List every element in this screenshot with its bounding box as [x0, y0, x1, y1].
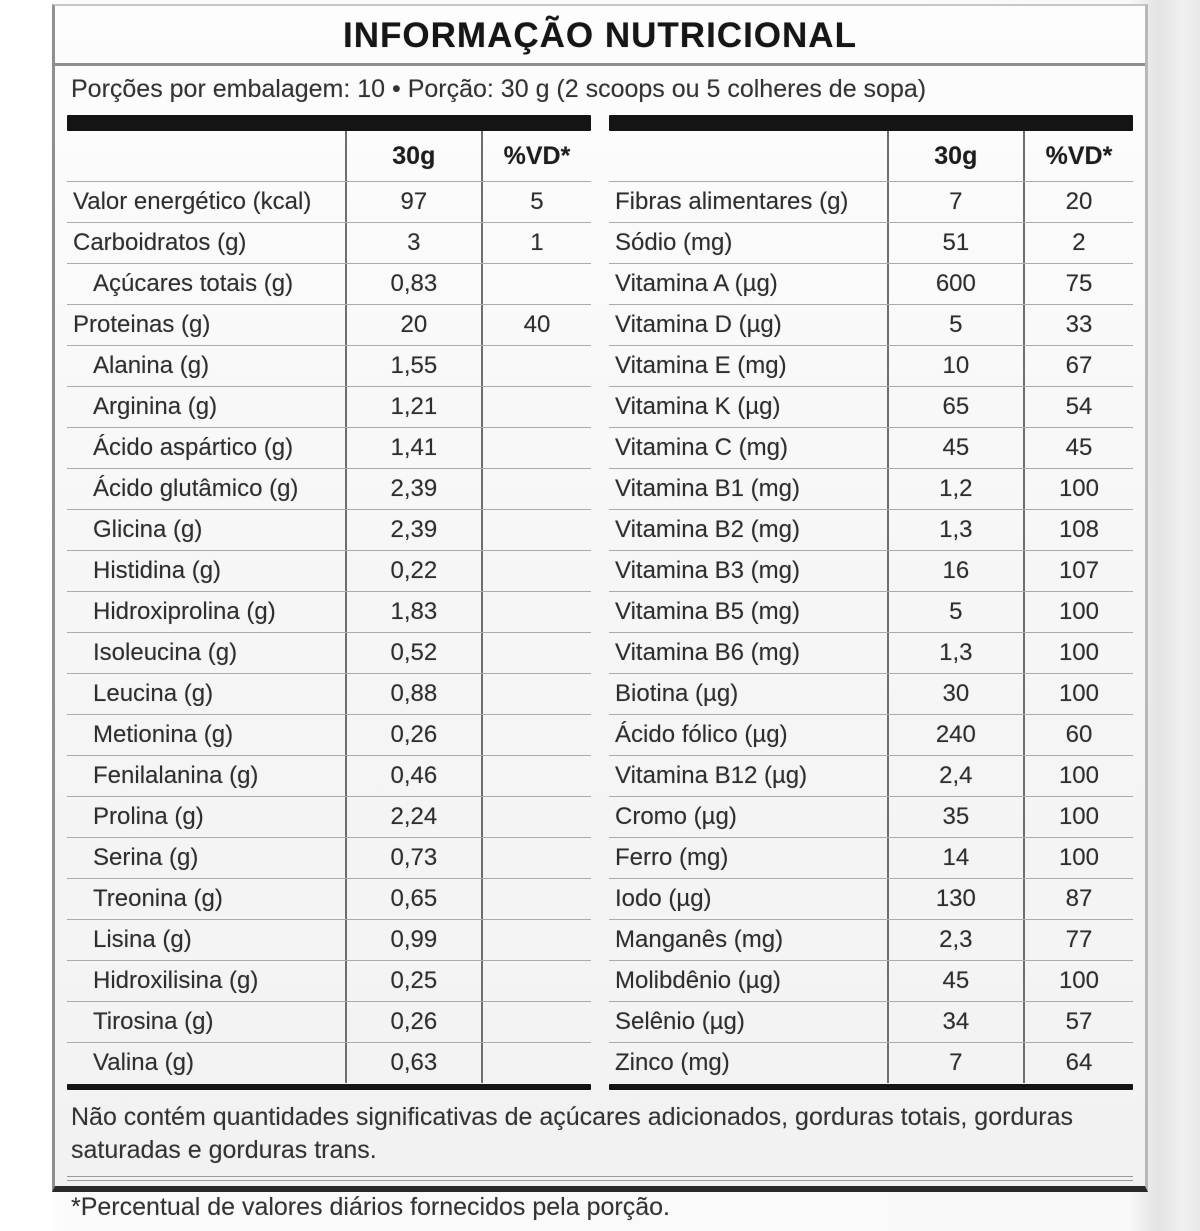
table-row — [67, 919, 591, 960]
nutrient-dv: 100 — [1023, 838, 1133, 878]
nutrient-dv — [481, 920, 591, 960]
nutrient-amount: 1,41 — [345, 428, 481, 468]
nutrient-dv: 100 — [1023, 592, 1133, 632]
table-header-row — [67, 131, 591, 181]
table-row — [67, 673, 591, 714]
table-row — [67, 263, 591, 304]
nutrient-dv: 60 — [1023, 715, 1133, 755]
nutrient-amount: 1,3 — [887, 510, 1023, 550]
nutrient-dv: 64 — [1023, 1043, 1133, 1083]
table-row — [609, 919, 1133, 960]
nutrient-label: Metionina (g) — [93, 721, 234, 748]
nutrient-dv: 54 — [1023, 387, 1133, 427]
table-row — [67, 386, 591, 427]
nutrient-amount: 0,25 — [345, 961, 481, 1001]
nutrient-dv — [481, 510, 591, 550]
nutrient-dv: 77 — [1023, 920, 1133, 960]
table-top-bar — [609, 115, 1133, 131]
nutrient-dv — [481, 264, 591, 304]
nutrient-dv: 40 — [481, 305, 591, 345]
nutrient-amount: 1,55 — [345, 346, 481, 386]
nutrient-label: Glicina (g) — [93, 516, 203, 543]
table-row — [67, 222, 591, 263]
footnotes — [67, 1092, 1133, 1231]
nutrient-dv: 108 — [1023, 510, 1133, 550]
nutrient-label: Vitamina A (µg) — [615, 270, 778, 297]
table-row — [609, 796, 1133, 837]
nutrient-amount: 1,2 — [887, 469, 1023, 509]
nutrient-label: Molibdênio (µg) — [615, 967, 781, 994]
table-row — [609, 714, 1133, 755]
nutrient-label: Carboidratos (g) — [73, 229, 247, 256]
nutrient-dv — [481, 592, 591, 632]
page-title: INFORMAÇÃO NUTRICIONAL — [343, 16, 857, 55]
nutrient-dv — [481, 346, 591, 386]
nutrient-label: Biotina (µg) — [615, 680, 739, 707]
nutrient-label: Alanina (g) — [93, 352, 210, 379]
nutrient-amount: 7 — [887, 1043, 1023, 1083]
nutrient-dv — [481, 1043, 591, 1083]
nutrient-amount: 0,52 — [345, 633, 481, 673]
nutrient-dv: 45 — [1023, 428, 1133, 468]
nutrient-dv — [481, 756, 591, 796]
table-row — [609, 181, 1133, 222]
nutrient-label: Fenilalanina (g) — [93, 762, 259, 789]
table-row — [67, 591, 591, 632]
table-row — [67, 1042, 591, 1083]
table-row — [609, 304, 1133, 345]
nutrient-dv: 57 — [1023, 1002, 1133, 1042]
table-row — [609, 591, 1133, 632]
nutrient-amount: 0,26 — [345, 1002, 481, 1042]
table-row — [609, 632, 1133, 673]
nutrient-label: Valor energético (kcal) — [73, 188, 312, 215]
nutrient-amount: 2,39 — [345, 510, 481, 550]
table-row — [609, 1042, 1133, 1083]
nutrient-amount: 0,65 — [345, 879, 481, 919]
nutrient-dv: 100 — [1023, 674, 1133, 714]
nutrient-dv: 107 — [1023, 551, 1133, 591]
nutrient-label: Prolina (g) — [93, 803, 204, 830]
nutrient-label: Iodo (µg) — [615, 885, 712, 912]
column-header-dv: %VD* — [481, 131, 591, 181]
nutrient-label: Ácido aspártico (g) — [93, 434, 294, 461]
nutrient-label: Ácido glutâmico (g) — [93, 475, 299, 502]
nutrition-table-left — [67, 115, 591, 1090]
nutrient-dv — [481, 674, 591, 714]
nutrient-label: Vitamina B3 (mg) — [615, 557, 800, 584]
table-row — [609, 263, 1133, 304]
table-row — [609, 386, 1133, 427]
nutrient-amount: 5 — [887, 305, 1023, 345]
nutrient-label: Lisina (g) — [93, 926, 192, 953]
column-header-dv: %VD* — [1023, 131, 1133, 181]
table-row — [67, 837, 591, 878]
nutrient-label: Vitamina B12 (µg) — [615, 762, 808, 789]
nutrient-dv: 87 — [1023, 879, 1133, 919]
nutrient-dv: 33 — [1023, 305, 1133, 345]
nutrient-dv — [481, 715, 591, 755]
nutrient-amount: 10 — [887, 346, 1023, 386]
nutrient-amount: 2,3 — [887, 920, 1023, 960]
nutrient-amount: 2,39 — [345, 469, 481, 509]
nutrient-label: Vitamina K (µg) — [615, 393, 781, 420]
nutrient-label: Vitamina B1 (mg) — [615, 475, 800, 502]
footnote-no-significant-amounts: Não contém quantidades significativas de açúcares adicionados, gorduras totais, gorduras saturadas e gorduras trans. — [71, 1103, 1073, 1164]
nutrient-label: Manganês (mg) — [615, 926, 784, 953]
nutrient-dv — [481, 387, 591, 427]
nutrient-amount: 0,26 — [345, 715, 481, 755]
nutrient-amount: 0,83 — [345, 264, 481, 304]
table-row — [67, 509, 591, 550]
table-row — [609, 509, 1133, 550]
nutrient-amount: 2,4 — [887, 756, 1023, 796]
nutrient-amount: 34 — [887, 1002, 1023, 1042]
nutrient-label: Vitamina B6 (mg) — [615, 639, 800, 666]
nutrient-amount: 240 — [887, 715, 1023, 755]
nutrient-label: Fibras alimentares (g) — [615, 188, 849, 215]
nutrition-tables — [67, 115, 1133, 1090]
nutrient-label: Histidina (g) — [93, 557, 222, 584]
nutrient-amount: 16 — [887, 551, 1023, 591]
nutrient-label: Selênio (µg) — [615, 1008, 745, 1035]
nutrient-label: Ferro (mg) — [615, 844, 729, 871]
nutrient-label: Vitamina B2 (mg) — [615, 516, 800, 543]
footnote-divider — [67, 1176, 1133, 1181]
nutrient-label: Sódio (mg) — [615, 229, 733, 256]
nutrient-amount: 30 — [887, 674, 1023, 714]
nutrition-label — [52, 4, 1148, 1221]
table-row — [67, 878, 591, 919]
table-row — [609, 837, 1133, 878]
table-top-bar — [67, 115, 591, 131]
nutrient-dv — [481, 1002, 591, 1042]
nutrient-amount: 0,88 — [345, 674, 481, 714]
nutrient-dv — [481, 469, 591, 509]
table-row — [67, 468, 591, 509]
table-row — [67, 345, 591, 386]
table-row — [609, 755, 1133, 796]
table-row — [67, 755, 591, 796]
nutrient-amount: 45 — [887, 428, 1023, 468]
nutrient-label: Zinco (mg) — [615, 1049, 730, 1076]
nutrient-dv: 100 — [1023, 797, 1133, 837]
table-header-row — [609, 131, 1133, 181]
nutrient-amount: 0,73 — [345, 838, 481, 878]
nutrient-dv: 100 — [1023, 961, 1133, 1001]
nutrient-label: Açúcares totais (g) — [93, 270, 294, 297]
nutrient-label: Vitamina D (µg) — [615, 311, 782, 338]
nutrient-dv: 100 — [1023, 633, 1133, 673]
nutrient-dv: 100 — [1023, 469, 1133, 509]
table-row — [609, 878, 1133, 919]
nutrient-amount: 0,63 — [345, 1043, 481, 1083]
nutrient-amount: 1,83 — [345, 592, 481, 632]
table-row — [67, 427, 591, 468]
nutrient-label: Ácido fólico (µg) — [615, 721, 788, 748]
table-bottom-bar — [609, 1084, 1133, 1090]
column-header-amount: 30g — [345, 131, 481, 181]
nutrient-amount: 2,24 — [345, 797, 481, 837]
nutrient-label: Arginina (g) — [93, 393, 218, 420]
nutrient-amount: 130 — [887, 879, 1023, 919]
nutrient-amount: 97 — [345, 182, 481, 222]
table-row — [609, 222, 1133, 263]
nutrient-label: Vitamina E (mg) — [615, 352, 787, 379]
nutrient-label: Leucina (g) — [93, 680, 214, 707]
nutrient-label: Isoleucina (g) — [93, 639, 238, 666]
nutrient-amount: 45 — [887, 961, 1023, 1001]
table-row — [609, 345, 1133, 386]
table-row — [609, 960, 1133, 1001]
nutrient-dv — [481, 428, 591, 468]
nutrition-table-right — [609, 115, 1133, 1090]
nutrient-dv: 5 — [481, 182, 591, 222]
nutrient-label: Serina (g) — [93, 844, 199, 871]
column-header-amount: 30g — [887, 131, 1023, 181]
nutrient-dv — [481, 797, 591, 837]
table-row — [609, 673, 1133, 714]
nutrient-label: Tirosina (g) — [93, 1008, 214, 1035]
nutrient-label: Vitamina B5 (mg) — [615, 598, 800, 625]
table-row — [67, 796, 591, 837]
table-body — [609, 131, 1133, 1083]
table-row — [609, 550, 1133, 591]
table-row — [67, 960, 591, 1001]
nutrient-amount: 1,21 — [345, 387, 481, 427]
table-bottom-bar — [67, 1084, 591, 1090]
nutrient-label: Hidroxiprolina (g) — [93, 598, 276, 625]
nutrient-dv — [481, 879, 591, 919]
table-row — [67, 550, 591, 591]
nutrient-amount: 5 — [887, 592, 1023, 632]
nutrient-dv — [481, 633, 591, 673]
nutrient-amount: 51 — [887, 223, 1023, 263]
nutrient-dv — [481, 838, 591, 878]
footnote-daily-values: *Percentual de valores diários fornecidos pela porção. — [71, 1193, 670, 1221]
nutrient-label: Proteinas (g) — [73, 311, 211, 338]
nutrient-dv: 67 — [1023, 346, 1133, 386]
nutrient-amount: 0,22 — [345, 551, 481, 591]
table-row — [609, 427, 1133, 468]
nutrient-dv: 1 — [481, 223, 591, 263]
nutrient-amount: 0,46 — [345, 756, 481, 796]
nutrient-label: Hidroxilisina (g) — [93, 967, 259, 994]
nutrient-label: Valina (g) — [93, 1049, 194, 1076]
nutrient-amount: 600 — [887, 264, 1023, 304]
table-row — [67, 1001, 591, 1042]
table-row — [67, 714, 591, 755]
serving-info: Porções por embalagem: 10 • Porção: 30 g (2 scoops ou 5 colheres de sopa) — [71, 75, 927, 103]
nutrient-amount: 0,99 — [345, 920, 481, 960]
nutrient-label: Cromo (µg) — [615, 803, 737, 830]
nutrient-dv: 75 — [1023, 264, 1133, 304]
nutrient-dv — [481, 961, 591, 1001]
nutrient-label: Treonina (g) — [93, 885, 223, 912]
nutrient-dv: 20 — [1023, 182, 1133, 222]
table-row — [609, 468, 1133, 509]
nutrient-dv — [481, 551, 591, 591]
nutrient-amount: 3 — [345, 223, 481, 263]
table-row — [67, 181, 591, 222]
nutrient-amount: 1,3 — [887, 633, 1023, 673]
nutrient-amount: 65 — [887, 387, 1023, 427]
nutrient-dv: 2 — [1023, 223, 1133, 263]
table-body — [67, 131, 591, 1083]
nutrient-amount: 20 — [345, 305, 481, 345]
table-row — [609, 1001, 1133, 1042]
nutrient-dv: 100 — [1023, 756, 1133, 796]
table-row — [67, 304, 591, 345]
nutrient-amount: 14 — [887, 838, 1023, 878]
nutrient-amount: 7 — [887, 182, 1023, 222]
nutrient-label: Vitamina C (mg) — [615, 434, 788, 461]
table-row — [67, 632, 591, 673]
nutrient-amount: 35 — [887, 797, 1023, 837]
